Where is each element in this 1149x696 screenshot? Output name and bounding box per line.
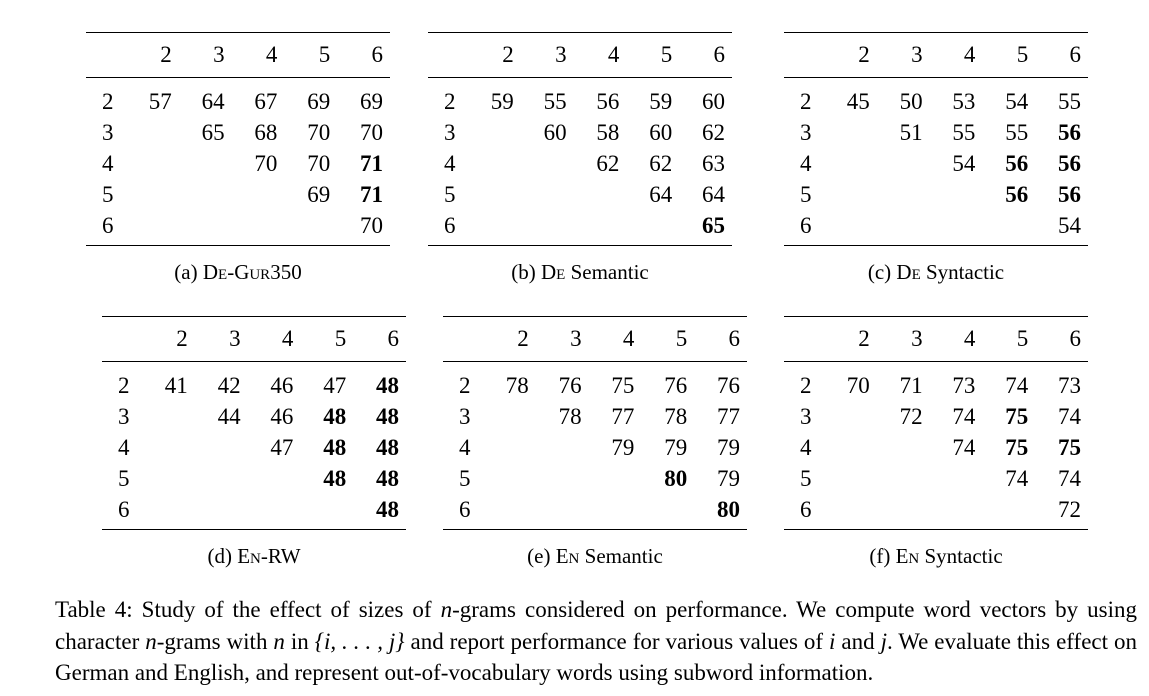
table-cell: 47 (270, 435, 294, 460)
table-cell: 54 (1058, 213, 1081, 238)
table-cell (824, 432, 877, 463)
table-cell: 75 (1005, 404, 1029, 429)
table-cell: 55 (543, 89, 567, 114)
table-row (784, 210, 1088, 246)
table-cell: 75 (1005, 435, 1029, 460)
table-cell: 46 (270, 404, 294, 429)
table-cell (179, 210, 232, 246)
table-cell: 62 (596, 151, 620, 176)
row-header: 5 (800, 466, 812, 491)
row-header: 3 (118, 404, 130, 429)
table-cell (824, 210, 877, 246)
table-cell: 71 (899, 373, 923, 398)
table-cell: 48 (376, 435, 399, 460)
header-row (784, 317, 1088, 362)
table-row (784, 362, 1088, 402)
row-header: 4 (459, 435, 471, 460)
ngram-table (443, 316, 747, 530)
table-cell (126, 117, 179, 148)
column-header: 2 (517, 326, 529, 351)
table-cell: 70 (254, 151, 278, 176)
header-row (86, 33, 390, 78)
table-cell: 70 (360, 120, 383, 145)
table-cell (468, 148, 521, 179)
table-cell: 78 (505, 373, 529, 398)
table-cell: 79 (664, 435, 688, 460)
table-cell (142, 401, 195, 432)
table-cell: 56 (1058, 182, 1081, 207)
subtable-d (102, 316, 406, 569)
table-cell: 55 (1005, 120, 1029, 145)
column-header: 4 (963, 326, 976, 351)
table-cell: 48 (376, 373, 399, 398)
table-cell (824, 463, 877, 494)
column-header: 3 (911, 326, 923, 351)
column-header: 6 (1069, 42, 1081, 67)
column-header: 3 (229, 326, 241, 351)
row-header: 6 (800, 213, 812, 238)
table-cell: 58 (596, 120, 620, 145)
ngram-table (86, 32, 390, 246)
ngram-table (102, 316, 406, 530)
corner-cell (443, 317, 483, 362)
table-cell: 48 (376, 404, 399, 429)
table-cell (877, 148, 930, 179)
table-cell: 69 (307, 89, 331, 114)
row-header: 4 (102, 151, 114, 176)
table-row (428, 179, 732, 210)
table-cell: 59 (490, 89, 514, 114)
row-header: 5 (459, 466, 471, 491)
table-cell: 70 (846, 373, 870, 398)
table-cell (877, 463, 930, 494)
table-cell: 72 (1058, 497, 1081, 522)
table-cell (930, 179, 983, 210)
table-cell (195, 432, 248, 463)
subtable-b (428, 32, 732, 285)
table-cell: 57 (148, 89, 172, 114)
table-cell: 45 (846, 89, 870, 114)
column-header: 4 (607, 42, 620, 67)
ngram-table (428, 32, 732, 246)
table-cell: 62 (702, 120, 725, 145)
table-cell (521, 210, 574, 246)
table-cell: 67 (254, 89, 278, 114)
table-cell: 70 (307, 120, 331, 145)
table-cell: 48 (323, 466, 347, 491)
table-cell: 56 (1005, 182, 1029, 207)
subtable-caption: (f) En Syntactic (869, 544, 1003, 568)
subtable-caption: (a) De-Gur350 (174, 260, 302, 284)
table-cell: 79 (717, 435, 740, 460)
table-cell: 41 (164, 373, 188, 398)
table-row (784, 78, 1088, 118)
table-row (443, 401, 747, 432)
table-cell: 77 (717, 404, 740, 429)
subtable-e (443, 316, 747, 569)
subtable-a (86, 32, 390, 285)
table-cell: 80 (664, 466, 688, 491)
row-header: 2 (444, 89, 456, 114)
table-cell: 50 (899, 89, 923, 114)
table-cell (589, 463, 642, 494)
row-header: 4 (800, 435, 812, 460)
table-cell (179, 179, 232, 210)
subtable-caption: (b) De Semantic (511, 260, 649, 284)
column-header: 5 (1016, 42, 1029, 67)
table-cell (195, 463, 248, 494)
table-row (428, 210, 732, 246)
subtable-f (784, 316, 1088, 569)
row-header: 6 (118, 497, 130, 522)
table-cell (232, 210, 285, 246)
table-row (102, 463, 406, 494)
table-cell: 80 (717, 497, 740, 522)
table-cell: 42 (217, 373, 241, 398)
row-header: 6 (459, 497, 471, 522)
table-row (102, 432, 406, 463)
table-cell: 70 (307, 151, 331, 176)
table-row (443, 362, 747, 402)
table-cell (877, 179, 930, 210)
table-cell (824, 179, 877, 210)
table-cell: 79 (611, 435, 635, 460)
table-row (86, 179, 390, 210)
row-header: 6 (800, 497, 812, 522)
table-cell: 69 (360, 89, 383, 114)
column-header: 5 (675, 326, 688, 351)
row-header: 6 (102, 213, 114, 238)
table-cell (982, 494, 1035, 530)
table-cell: 75 (1058, 435, 1081, 460)
table-cell: 74 (1058, 466, 1081, 491)
table-cell (536, 494, 589, 530)
table-cell: 78 (558, 404, 582, 429)
table-cell: 54 (952, 151, 976, 176)
table-cell: 64 (702, 182, 725, 207)
column-header: 5 (318, 42, 331, 67)
table-cell: 56 (596, 89, 620, 114)
row-header: 3 (102, 120, 114, 145)
table-cell (248, 463, 301, 494)
table-cell (641, 494, 694, 530)
table-cell (126, 148, 179, 179)
table-cell: 65 (201, 120, 225, 145)
subtable-caption: (c) De Syntactic (867, 260, 1005, 284)
ngram-table (784, 32, 1088, 246)
table-cell (142, 494, 195, 530)
row-header: 3 (800, 120, 812, 145)
table-caption: Table 4: Study of the effect of sizes of n-grams considered on performance. We compute word vectors by using character n-grams with n in {i, . . . , j} and report performance for various values of i and j. We evaluate this effect on German and English, and represent out-of-vocabulary words using subword information. (55, 597, 1138, 685)
header-row (102, 317, 406, 362)
table-cell: 48 (376, 466, 399, 491)
table-cell (930, 210, 983, 246)
table-cell (930, 463, 983, 494)
table-cell: 59 (649, 89, 673, 114)
table-cell: 79 (717, 466, 740, 491)
header-row (784, 33, 1088, 78)
table-row (443, 432, 747, 463)
table-cell: 78 (664, 404, 688, 429)
ngram-table (784, 316, 1088, 530)
table-cell (521, 179, 574, 210)
row-header: 6 (444, 213, 456, 238)
corner-cell (86, 33, 126, 78)
table-row (784, 463, 1088, 494)
table-cell: 75 (611, 373, 635, 398)
row-header: 5 (118, 466, 130, 491)
table-cell: 55 (952, 120, 976, 145)
table-cell (589, 494, 642, 530)
table-cell: 76 (664, 373, 688, 398)
table-cell: 51 (899, 120, 923, 145)
table-cell: 55 (1058, 89, 1081, 114)
table-cell (284, 210, 337, 246)
table-cell (483, 401, 536, 432)
table-cell: 53 (952, 89, 976, 114)
table-row (784, 401, 1088, 432)
header-row (428, 33, 732, 78)
table-cell: 68 (254, 120, 278, 145)
column-header: 4 (265, 42, 278, 67)
table-cell: 64 (201, 89, 225, 114)
row-header: 4 (444, 151, 456, 176)
column-header: 4 (963, 42, 976, 67)
table-row (86, 148, 390, 179)
column-header: 2 (176, 326, 188, 351)
table-row (784, 179, 1088, 210)
subtable-c (784, 32, 1088, 285)
corner-cell (784, 317, 824, 362)
table-cell: 74 (1005, 373, 1029, 398)
table-cell: 63 (702, 151, 725, 176)
table-cell (483, 494, 536, 530)
table-row (784, 117, 1088, 148)
table-cell: 74 (1058, 404, 1081, 429)
corner-cell (102, 317, 142, 362)
table-cell: 76 (717, 373, 740, 398)
column-header: 2 (160, 42, 172, 67)
table-row (428, 117, 732, 148)
table-cell: 73 (1058, 373, 1081, 398)
table-cell (824, 494, 877, 530)
table-row (86, 210, 390, 246)
table-cell (142, 432, 195, 463)
header-row (443, 317, 747, 362)
column-header: 6 (387, 326, 399, 351)
row-header: 3 (444, 120, 456, 145)
table-cell: 74 (952, 435, 976, 460)
row-header: 4 (118, 435, 130, 460)
table-row (102, 401, 406, 432)
column-header: 5 (660, 42, 673, 67)
table-cell: 64 (649, 182, 673, 207)
row-header: 2 (800, 373, 812, 398)
caption-label: Table 4: (55, 597, 133, 622)
table-row (102, 362, 406, 402)
table-cell (126, 210, 179, 246)
table-cell: 72 (899, 404, 923, 429)
table-cell (877, 210, 930, 246)
table-row (784, 432, 1088, 463)
column-header: 6 (1069, 326, 1081, 351)
table-cell (930, 494, 983, 530)
table-cell (521, 148, 574, 179)
column-header: 5 (334, 326, 347, 351)
table-cell (232, 179, 285, 210)
table-cell (142, 463, 195, 494)
table-cell (877, 432, 930, 463)
table-row (428, 148, 732, 179)
table-cell: 56 (1058, 120, 1081, 145)
table-cell (877, 494, 930, 530)
table-cell: 60 (543, 120, 567, 145)
row-header: 4 (800, 151, 812, 176)
table-cell (468, 179, 521, 210)
column-header: 2 (858, 42, 870, 67)
corner-cell (428, 33, 468, 78)
row-header: 5 (444, 182, 456, 207)
row-header: 2 (118, 373, 130, 398)
table-cell: 48 (323, 435, 347, 460)
table-cell (468, 117, 521, 148)
table-cell (483, 432, 536, 463)
table-cell: 69 (307, 182, 331, 207)
column-header: 2 (858, 326, 870, 351)
table-row (443, 494, 747, 530)
column-header: 6 (728, 326, 740, 351)
table-row (784, 494, 1088, 530)
table-cell (824, 401, 877, 432)
row-header: 3 (800, 404, 812, 429)
column-header: 4 (622, 326, 635, 351)
row-header: 2 (800, 89, 812, 114)
corner-cell (784, 33, 824, 78)
table-row (86, 117, 390, 148)
table-cell: 56 (1058, 151, 1081, 176)
table-cell: 47 (323, 373, 347, 398)
subtable-caption: (e) En Semantic (527, 544, 663, 568)
column-header: 3 (555, 42, 567, 67)
table-cell: 44 (217, 404, 241, 429)
table-cell: 76 (558, 373, 582, 398)
table-row (443, 463, 747, 494)
column-header: 3 (911, 42, 923, 67)
table-row (102, 494, 406, 530)
table-cell: 62 (649, 151, 673, 176)
column-header: 6 (371, 42, 383, 67)
row-header: 2 (459, 373, 471, 398)
table-cell: 56 (1005, 151, 1029, 176)
table-cell: 74 (1005, 466, 1029, 491)
row-header: 2 (102, 89, 114, 114)
column-header: 5 (1016, 326, 1029, 351)
table-cell (536, 463, 589, 494)
column-header: 2 (502, 42, 514, 67)
subtable-caption: (d) En-RW (207, 544, 301, 568)
table-cell: 46 (270, 373, 294, 398)
table-cell: 71 (360, 182, 383, 207)
table-row (784, 148, 1088, 179)
table-cell: 60 (649, 120, 673, 145)
table-cell (626, 210, 679, 246)
table-cell (574, 210, 627, 246)
table-cell (195, 494, 248, 530)
table-cell (248, 494, 301, 530)
table-cell (300, 494, 353, 530)
table-cell (468, 210, 521, 246)
table-cell: 48 (323, 404, 347, 429)
column-header: 3 (213, 42, 225, 67)
table-cell: 77 (611, 404, 635, 429)
table-cell (574, 179, 627, 210)
column-header: 6 (713, 42, 725, 67)
table-cell: 48 (376, 497, 399, 522)
table-cell (536, 432, 589, 463)
table-row (428, 78, 732, 118)
table-cell: 60 (702, 89, 725, 114)
table-cell: 71 (360, 151, 383, 176)
table-cell: 74 (952, 404, 976, 429)
table-cell: 73 (952, 373, 976, 398)
row-header: 3 (459, 404, 471, 429)
table-cell (179, 148, 232, 179)
column-header: 4 (281, 326, 294, 351)
table-cell (126, 179, 179, 210)
table-cell (483, 463, 536, 494)
row-header: 5 (102, 182, 114, 207)
table-row (86, 78, 390, 118)
table-cell (824, 148, 877, 179)
table-cell (824, 117, 877, 148)
table-cell: 70 (360, 213, 383, 238)
table-cell (982, 210, 1035, 246)
row-header: 5 (800, 182, 812, 207)
table-cell: 65 (702, 213, 725, 238)
table-cell: 54 (1005, 89, 1029, 114)
column-header: 3 (570, 326, 582, 351)
